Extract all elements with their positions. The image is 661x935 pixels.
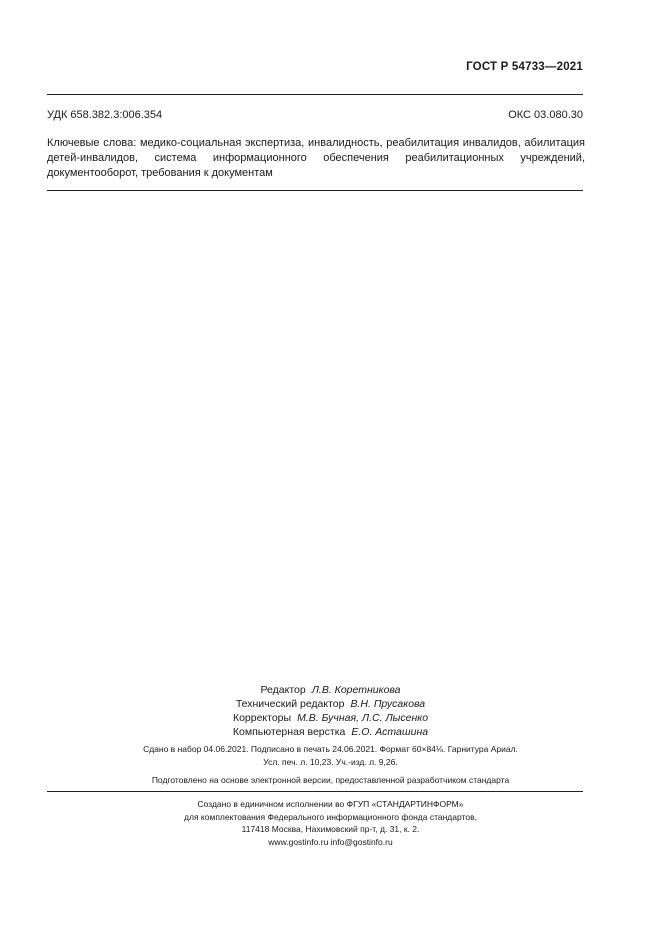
standard-code: ГОСТ Р 54733—2021 [466, 61, 583, 73]
publisher-contacts: www.gostinfo.ru info@gostinfo.ru [268, 836, 393, 847]
keywords-paragraph: Ключевые слова: медико-социальная экспертиза, инвалидность, реабилитация инвалидов, абилитация детей-инвалидов, система информационного обеспечения реабилитационных учреждений, документооборот, требования к документам [47, 137, 585, 179]
header-divider [47, 94, 583, 95]
credit-editor: Редактор Л.В. Коретникова [260, 684, 401, 696]
udk-code: УДК 658.382.3:006.354 [47, 109, 163, 121]
credits-block [0, 683, 661, 739]
keywords-divider [47, 190, 583, 191]
credit-layout: Компьютерная верстка Е.О. Асташина [232, 726, 429, 738]
print-info-line: Сдано в набор 04.06.2021. Подписано в печать 24.06.2021. Формат 60×84⅛. Гарнитура Ариал. [143, 744, 518, 754]
publisher-line: 117418 Москва, Нахимовский пр-т, д. 31, к. 2. [241, 824, 420, 834]
publisher-divider [47, 791, 583, 792]
publisher-block [0, 798, 661, 848]
credit-proofreaders: Корректоры М.В. Бучная, Л.С. Лысенко [232, 712, 429, 724]
publisher-line: Создано в единичном исполнении во ФГУП «СТАНДАРТИНФОРМ» [197, 799, 464, 809]
print-info [0, 743, 661, 769]
prepared-note: Подготовлено на основе электронной версии, предоставленной разработчиком стандарта [151, 775, 510, 785]
publisher-line: для комплектования Федерального информационного фонда стандартов, [184, 811, 477, 822]
print-info-line: Усл. печ. л. 10,23. Уч.-изд. л. 9,26. [263, 757, 398, 767]
credit-technical-editor: Технический редактор В.Н. Прусакова [235, 698, 426, 710]
oks-code: ОКС 03.080.30 [508, 109, 583, 121]
